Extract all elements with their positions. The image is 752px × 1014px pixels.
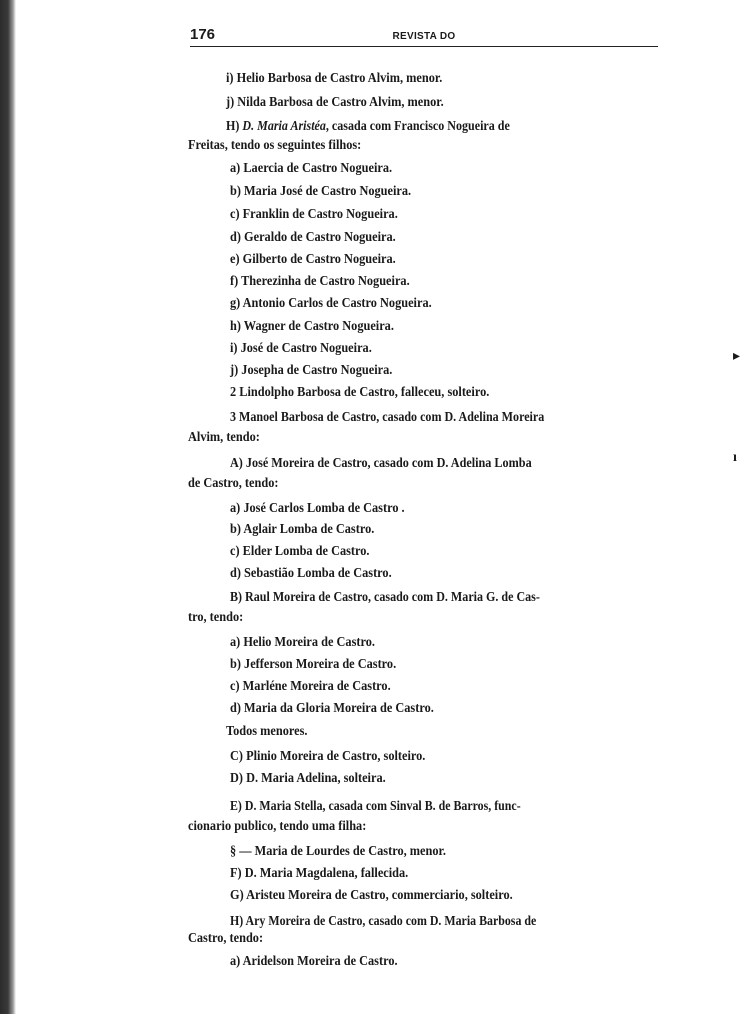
page-number: 176 <box>190 26 216 43</box>
text-line: a) Aridelson Moreira de Castro. <box>230 954 398 969</box>
ink-speck: ▸ <box>733 349 741 364</box>
text-line: Freitas, tendo os seguintes filhos: <box>188 138 362 153</box>
text-line: f) Therezinha de Castro Nogueira. <box>230 274 410 289</box>
text-line: cionario publico, tendo uma filha: <box>188 819 367 834</box>
text-line: i) José de Castro Nogueira. <box>230 341 372 356</box>
text-line: 3 Manoel Barbosa de Castro, casado com D. Adelina Moreira <box>230 410 545 425</box>
text-line: Alvim, tendo: <box>188 430 260 445</box>
page-binding-edge <box>0 0 16 1014</box>
text-line: b) Jefferson Moreira de Castro. <box>230 657 397 672</box>
italic-name: D. Maria Aristéa <box>242 119 326 134</box>
text-line: j) Nilda Barbosa de Castro Alvim, menor. <box>226 95 444 110</box>
text-line: b) Aglair Lomba de Castro. <box>230 522 375 537</box>
text-line: de Castro, tendo: <box>188 476 279 491</box>
text-line: § — Maria de Lourdes de Castro, menor. <box>230 844 446 859</box>
text-line: j) Josepha de Castro Nogueira. <box>230 363 393 378</box>
text-line: c) Elder Lomba de Castro. <box>230 544 370 559</box>
text-line: H) D. Maria Aristéa, casada com Francisco Nogueira de <box>226 119 510 134</box>
text-line: A) José Moreira de Castro, casado com D. Adelina Lomba <box>230 456 532 471</box>
text-line: i) Helio Barbosa de Castro Alvim, menor. <box>226 71 443 86</box>
ink-speck: ı <box>733 450 737 465</box>
text-line: h) Wagner de Castro Nogueira. <box>230 319 394 334</box>
text-line: E) D. Maria Stella, casada com Sinval B. de Barros, func- <box>230 799 521 814</box>
text-line: C) Plinio Moreira de Castro, solteiro. <box>230 749 426 764</box>
text-line: B) Raul Moreira de Castro, casado com D. Maria G. de Cas- <box>230 590 540 605</box>
text-line: b) Maria José de Castro Nogueira. <box>230 184 412 199</box>
text-line: a) Laercia de Castro Nogueira. <box>230 161 393 176</box>
text-line: F) D. Maria Magdalena, fallecida. <box>230 866 409 881</box>
text-line: G) Aristeu Moreira de Castro, commerciario, solteiro. <box>230 888 513 903</box>
text-line: a) Helio Moreira de Castro. <box>230 635 375 650</box>
text-line: c) Marléne Moreira de Castro. <box>230 679 391 694</box>
text-line: d) Sebastião Lomba de Castro. <box>230 566 392 581</box>
text-line: Todos menores. <box>226 724 308 739</box>
text-line: a) José Carlos Lomba de Castro . <box>230 501 405 516</box>
page-header <box>190 24 658 47</box>
text-line: 2 Lindolpho Barbosa de Castro, falleceu, solteiro. <box>230 385 490 400</box>
text-line: d) Geraldo de Castro Nogueira. <box>230 230 396 245</box>
running-title: REVISTA DO <box>392 31 456 42</box>
text-line: c) Franklin de Castro Nogueira. <box>230 207 398 222</box>
text-line: d) Maria da Gloria Moreira de Castro. <box>230 701 434 716</box>
text-line: Castro, tendo: <box>188 931 264 946</box>
text-line: D) D. Maria Adelina, solteira. <box>230 771 386 786</box>
text-line: e) Gilberto de Castro Nogueira. <box>230 252 396 267</box>
text-line: tro, tendo: <box>188 610 244 625</box>
text-line: g) Antonio Carlos de Castro Nogueira. <box>230 296 432 311</box>
text-line: H) Ary Moreira de Castro, casado com D. Maria Barbosa de <box>230 914 537 929</box>
